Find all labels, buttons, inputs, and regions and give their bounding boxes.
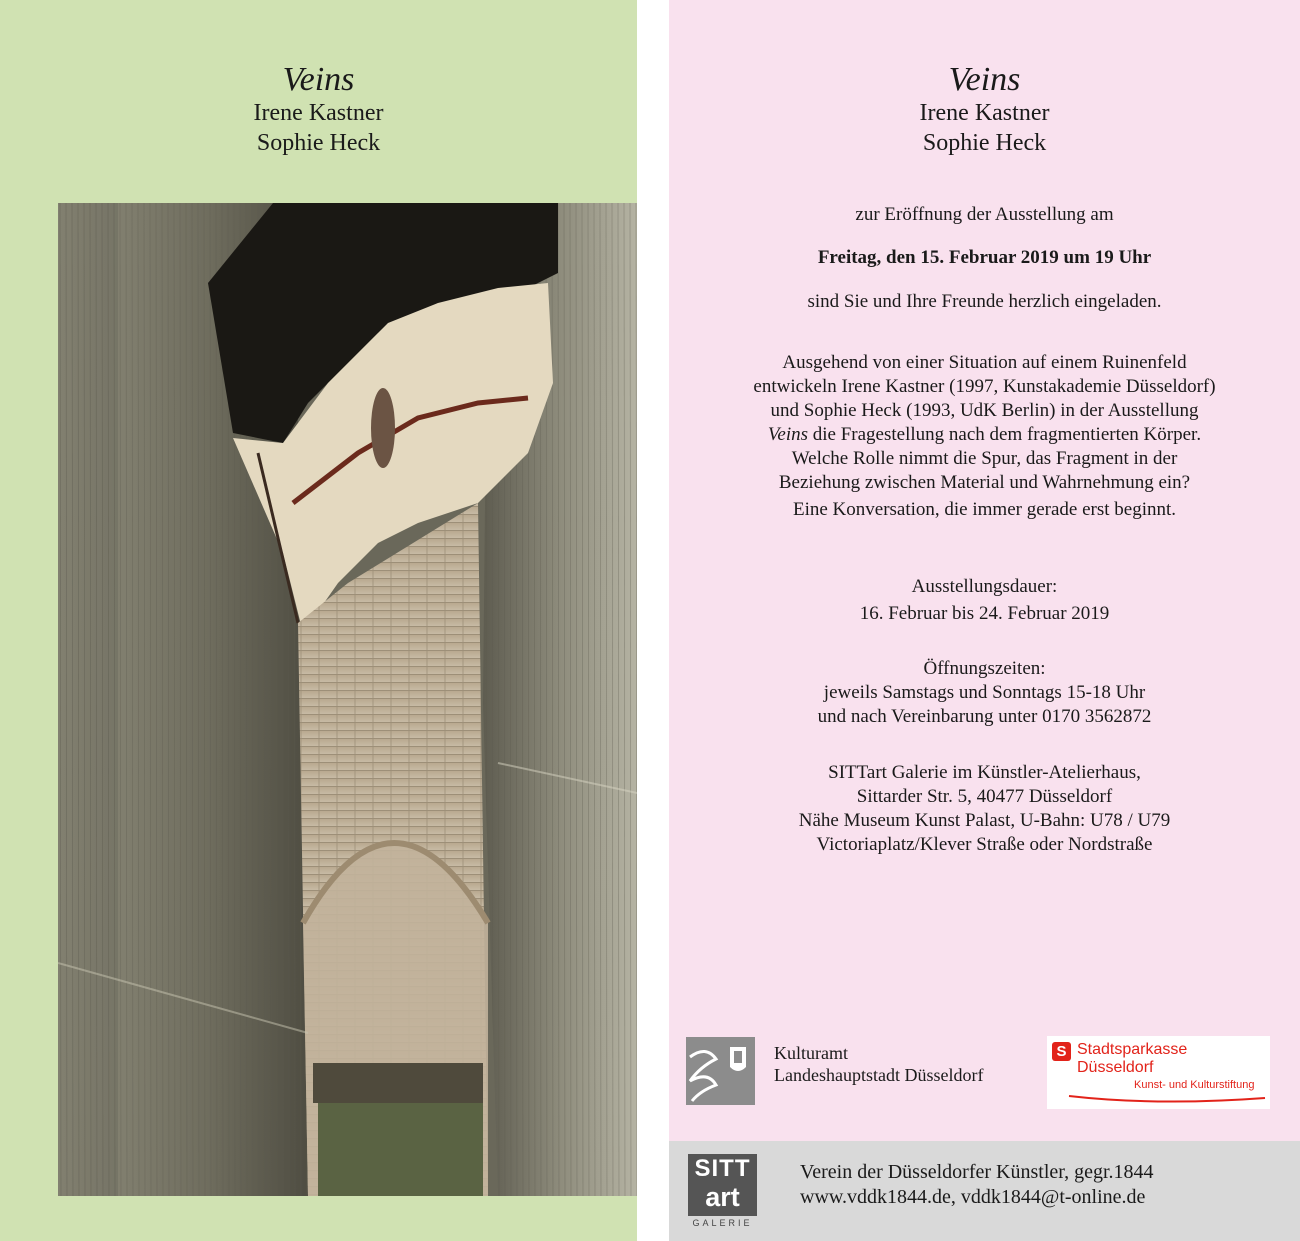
left-panel <box>0 0 637 1241</box>
title-reference: Veins <box>767 424 809 445</box>
right-title-block <box>669 62 1300 158</box>
logo-art: art <box>705 1182 740 1212</box>
description-line: Welche Rolle nimmt die Spur, das Fragment in der <box>791 448 1178 469</box>
sparkasse-name: Stadtsparkasse <box>1077 1041 1188 1058</box>
exhibition-title: Veins <box>948 61 1021 98</box>
description-line: entwickeln Irene Kastner (1997, Kunstakademie Düsseldorf) <box>753 376 1216 397</box>
kulturamt-line: Kulturamt <box>774 1043 848 1063</box>
page-gutter <box>637 0 669 1241</box>
venue-line: Nähe Museum Kunst Palast, U-Bahn: U78 / U79 <box>798 810 1171 831</box>
kulturamt-logo <box>686 1037 755 1105</box>
hours-line: und nach Vereinbarung unter 0170 3562872 <box>817 706 1152 727</box>
venue-line: Victoriaplatz/Klever Straße oder Nordstraße <box>816 834 1153 855</box>
description <box>669 351 1300 522</box>
kulturamt-line: Landeshauptstadt Düsseldorf <box>774 1065 984 1085</box>
hours-block <box>669 657 1300 729</box>
description-line <box>669 423 1300 447</box>
association-contact: www.vddk1844.de, vddk1844@t-online.de <box>800 1186 1146 1208</box>
sparkasse-logo <box>1047 1036 1270 1109</box>
invite-intro: zur Eröffnung der Ausstellung am <box>855 204 1114 225</box>
description-text: die Fragestellung nach dem fragmentierten Körper. <box>808 424 1202 445</box>
artist-name: Sophie Heck <box>922 130 1047 156</box>
artist-name: Irene Kastner <box>253 100 384 126</box>
opening-date: Freitag, den 15. Februar 2019 um 19 Uhr <box>817 247 1152 268</box>
venue-block <box>669 761 1300 857</box>
left-title-block <box>0 62 637 158</box>
hours-label: Öffnungszeiten: <box>923 658 1046 679</box>
venue-line: SITTart Galerie im Künstler-Atelierhaus, <box>828 762 1141 783</box>
description-line: und Sophie Heck (1993, UdK Berlin) in der Ausstellung <box>770 400 1199 421</box>
artist-name: Irene Kastner <box>919 100 1050 126</box>
artist-name: Sophie Heck <box>256 130 381 156</box>
sittart-logo <box>688 1154 757 1216</box>
footer-band <box>669 1141 1300 1241</box>
sparkasse-icon: S <box>1052 1042 1071 1061</box>
kulturamt-text <box>774 1042 983 1086</box>
association-info <box>800 1160 1154 1210</box>
invite-line: sind Sie und Ihre Freunde herzlich eingeladen. <box>807 291 1162 312</box>
sparkasse-city: Düsseldorf <box>1077 1059 1154 1076</box>
sparkasse-foundation: Kunst- und Kulturstiftung <box>1134 1079 1255 1091</box>
description-line: Ausgehend von einer Situation auf einem Ruinenfeld <box>782 352 1187 373</box>
description-line: Beziehung zwischen Material und Wahrnehmung ein? <box>778 472 1191 493</box>
duration-label: Ausstellungsdauer: <box>911 576 1058 597</box>
ruin-photo <box>58 203 637 1196</box>
association-name: Verein der Düsseldorfer Künstler, gegr.1844 <box>800 1161 1154 1183</box>
venue-line: Sittarder Str. 5, 40477 Düsseldorf <box>856 786 1113 807</box>
duration-dates: 16. Februar bis 24. Februar 2019 <box>859 603 1110 624</box>
exhibition-title: Veins <box>282 61 355 98</box>
duration-block <box>669 575 1300 626</box>
swoosh-icon <box>1067 1090 1267 1104</box>
hours-line: jeweils Samstags und Sonntags 15-18 Uhr <box>823 682 1146 703</box>
logo-sitt: SITT <box>694 1155 751 1182</box>
logo-galerie: GALERIE <box>692 1218 753 1228</box>
description-line: Eine Konversation, die immer gerade erst beginnt. <box>792 499 1177 520</box>
right-panel <box>669 0 1300 1241</box>
